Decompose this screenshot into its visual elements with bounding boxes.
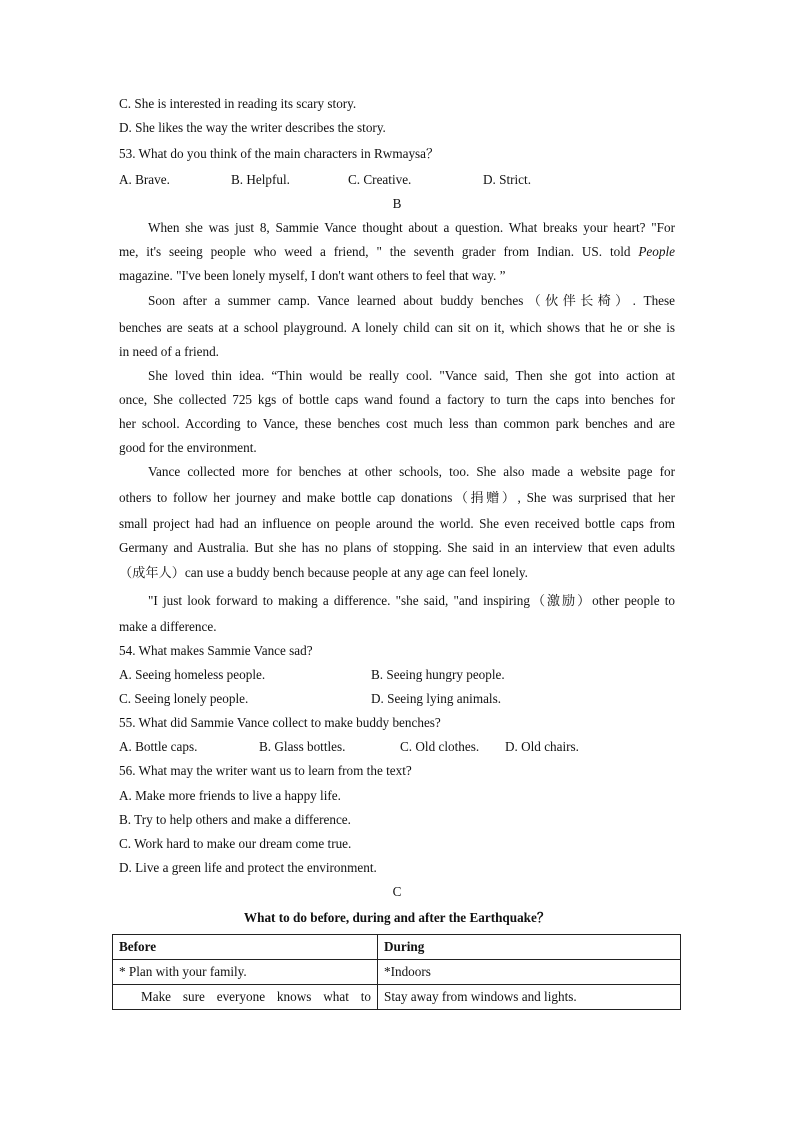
table-header-row [113,935,681,960]
table-cell: *Indoors [378,960,681,985]
q54-option-d: D. Seeing lying animals. [371,691,502,706]
passage-b-p3-l2: once, She collected 725 kgs of bottle caps wand found a factory to turn the caps into benches for [119,392,675,407]
q54-option-c: C. Seeing lonely people. [119,691,249,706]
q55-option-c: C. Old clothes. [400,739,480,754]
q55-option-a: A. Bottle caps. [119,739,198,754]
q53-option-c: C. Creative. [348,172,412,187]
q56-option-c: C. Work hard to make our dream come true. [119,836,352,851]
passage-b-p4-l5: （成年人）can use a buddy bench because people at any age can feel lonely. [119,565,528,580]
header-before: Before [113,935,378,960]
passage-b-p5-l1: "I just look forward to making a difference. "she said, "and inspiring（激励）other people to [148,593,675,608]
passage-b-p3-l4: good for the environment. [119,440,257,455]
passage-b-p2-l1: Soon after a summer camp. Vance learned about buddy benches（伙伴长椅）. These [148,293,675,308]
earthquake-table [112,934,681,1010]
passage-b-p5-l2: make a difference. [119,619,217,634]
passage-b-p1-l3: magazine. "I've been lonely myself, I don't want others to feel that way. ” [119,268,506,283]
q53-option-a: A. Brave. [119,172,170,187]
table-cell: * Plan with your family. [113,960,378,985]
passage-b-p2-l3: in need of a friend. [119,344,219,359]
table-cell: Make sure everyone knows what to [113,985,378,1010]
q56-option-b: B. Try to help others and make a difference. [119,812,351,827]
q53-option-b: B. Helpful. [231,172,290,187]
passage-b-p2-l2: benches are seats at a school playground. A lonely child can sit on it, which shows that he or she is [119,320,675,335]
table-cell: Stay away from windows and lights. [378,985,681,1010]
passage-b-p3-l3: her school. According to Vance, these benches cost much less than common park benches and are [119,416,675,431]
section-b-label: B [392,196,402,211]
passage-b-p4-l2: others to follow her journey and make bottle cap donations（捐赠）, She was surprised that her [119,490,675,505]
passage-b-p1-l1: When she was just 8, Sammie Vance thought about a question. What breaks your heart? "For [148,220,675,235]
passage-b-p4-l1: Vance collected more for benches at other schools, too. She also made a website page for [148,464,675,479]
q54-option-a: A. Seeing homeless people. [119,667,266,682]
table-row [113,985,681,1010]
q56-option-d: D. Live a green life and protect the environment. [119,860,377,875]
q55-question: 55. What did Sammie Vance collect to make buddy benches? [119,715,441,730]
q54-question: 54. What makes Sammie Vance sad? [119,643,313,658]
q52-option-d: D. She likes the way the writer describes the story. [119,120,386,135]
passage-b-p4-l4: Germany and Australia. But she has no plans of stopping. She said in an interview that even adults [119,540,675,555]
q53-option-d: D. Strict. [483,172,531,187]
q55-option-b: B. Glass bottles. [259,739,346,754]
header-during: During [378,935,681,960]
section-c-title: What to do before, during and after the Earthquake？ [243,910,551,925]
passage-b-p3-l1: She loved thin idea. “Thin would be really cool. "Vance said, Then she got into action at [148,368,675,383]
q53-question: 53. What do you think of the main characters in Rwmaysa？ [119,146,440,161]
q56-question: 56. What may the writer want us to learn from the text? [119,763,412,778]
passage-b-p4-l3: small project had had an influence on people around the world. She even received bottle caps from [119,516,675,531]
passage-b-p1-l2 [119,244,675,260]
section-c-label: C [392,884,402,899]
q52-option-c: C. She is interested in reading its scary story. [119,96,357,111]
q54-option-b: B. Seeing hungry people. [371,667,505,682]
q55-option-d: D. Old chairs. [505,739,579,754]
magazine-name: People [638,244,675,259]
q56-option-a: A. Make more friends to live a happy life. [119,788,341,803]
table-row [113,960,681,985]
passage-b-p1-l2-text: me, it's seeing people who weed a friend, " the seventh grader from Indian. US. told [119,244,631,259]
